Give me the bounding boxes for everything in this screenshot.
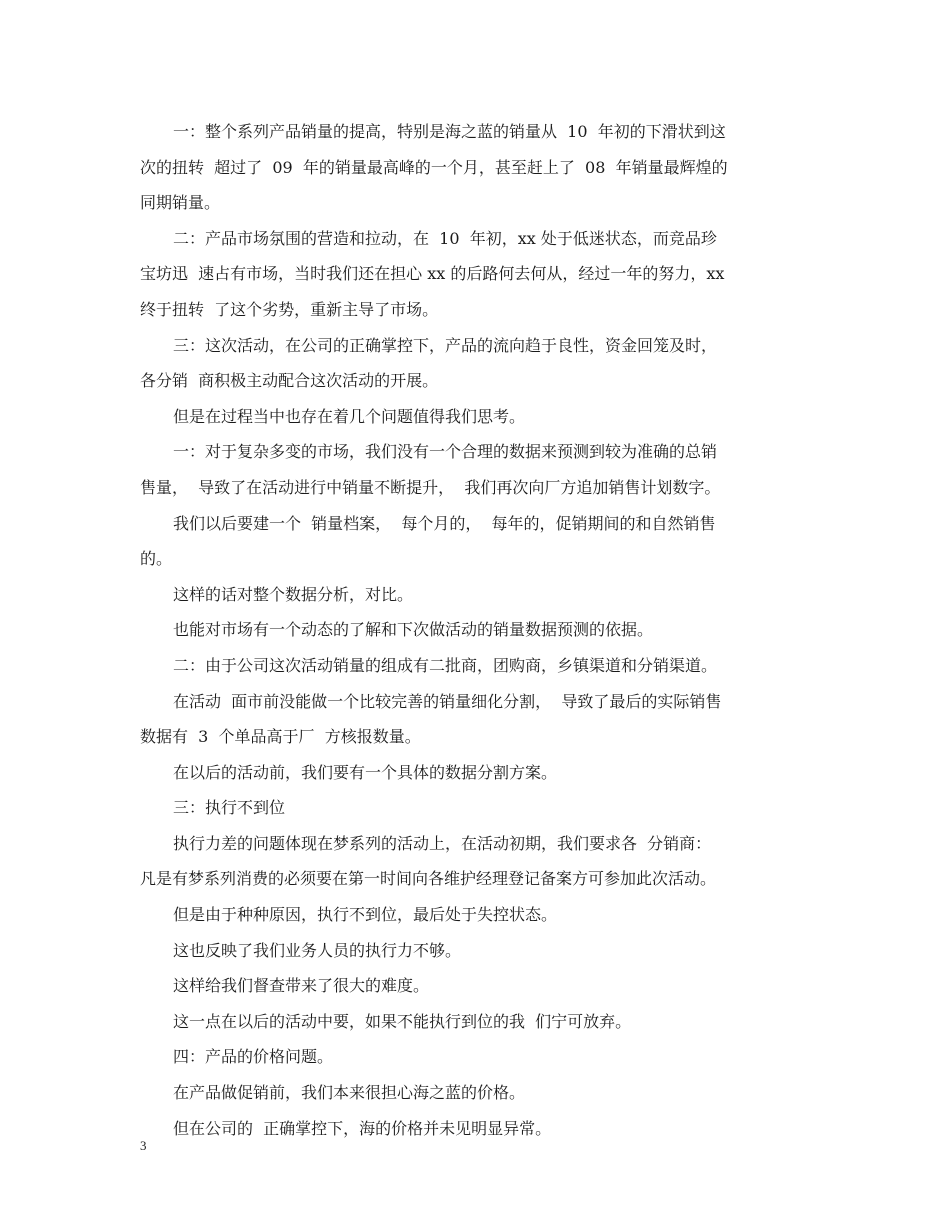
text-line: 二：由于公司这次活动销量的组成有二批商，团购商，乡镇渠道和分销渠道。 [173, 655, 718, 675]
document-body [140, 114, 812, 1146]
paragraph [140, 399, 812, 435]
page-number: 3 [140, 1138, 147, 1153]
paragraph [140, 755, 812, 791]
paragraph [140, 506, 812, 577]
text-line: 数据有 3 个单品高于厂 方核报数量。 [140, 727, 421, 747]
paragraph [140, 612, 812, 648]
paragraph [140, 434, 812, 505]
text-line: 但是在过程当中也存在着几个问题值得我们思考。 [173, 406, 526, 426]
text-line: 执行力差的问题体现在梦系列的活动上，在活动初期，我们要求各 分销商： [173, 833, 712, 853]
paragraph [140, 684, 812, 755]
text-line: 各分销 商积极主动配合这次活动的开展。 [140, 371, 439, 391]
paragraph [140, 1111, 812, 1147]
paragraph [140, 790, 812, 826]
text-line: 一：整个系列产品销量的提高，特别是海之蓝的销量从 10 年初的下滑状到这 [173, 122, 726, 141]
text-line: 在产品做促销前，我们本来很担心海之蓝的价格。 [173, 1083, 526, 1103]
paragraph [140, 933, 812, 969]
paragraph [140, 897, 812, 933]
text-line: 一：对于复杂多变的市场，我们没有一个合理的数据来预测到较为准确的总销 [173, 442, 718, 462]
paragraph [140, 221, 812, 328]
paragraph [140, 1075, 812, 1111]
text-line: 四：产品的价格问题。 [173, 1047, 334, 1067]
text-line: 这样给我们督查带来了很大的难度。 [173, 976, 430, 996]
paragraph [140, 577, 812, 613]
text-line: 终于扭转 了这个劣势，重新主导了市场。 [140, 299, 439, 319]
paragraph [140, 1004, 812, 1040]
text-line: 三：执行不到位 [173, 798, 286, 818]
text-line: 这一点在以后的活动中要，如果不能执行到位的我 们宁可放弃。 [173, 1011, 632, 1031]
text-line: 在以后的活动前，我们要有一个具体的数据分割方案。 [173, 762, 558, 782]
text-line: 也能对市场有一个动态的了解和下次做活动的销量数据预测的依据。 [173, 620, 654, 640]
text-line: 但在公司的 正确掌控下，海的价格并未见明显异常。 [173, 1118, 552, 1138]
paragraph [140, 968, 812, 1004]
text-line: 的。 [140, 549, 173, 569]
text-line: 这也反映了我们业务人员的执行力不够。 [173, 940, 462, 960]
text-line: 但是由于种种原因，执行不到位，最后处于失控状态。 [173, 905, 558, 925]
text-line: 宝坊迅 速占有市场，当时我们还在担心 xx 的后路何去何从，经过一年的努力，xx [140, 264, 725, 284]
paragraph [140, 114, 812, 221]
text-line: 这样的话对整个数据分析，对比。 [173, 584, 414, 604]
paragraph [140, 826, 812, 897]
paragraph [140, 648, 812, 684]
paragraph [140, 328, 812, 399]
text-line: 在活动 面市前没能做一个比较完善的销量细化分割， 导致了最后的实际销售 [173, 691, 722, 711]
text-line: 次的扭转 超过了 09 年的销量最高峰的一个月，甚至赶上了 08 年销量最辉煌的 [140, 157, 728, 177]
text-line: 二：产品市场氛围的营造和拉动，在 10 年初，xx 处于低迷状态，而竞品珍 [173, 228, 717, 248]
text-line: 凡是有梦系列消费的必须要在第一时间向各维护经理登记备案方可参加此次活动。 [140, 869, 717, 889]
text-line: 我们以后要建一个 销量档案， 每个月的， 每年的，促销期间的和自然销售 [173, 513, 716, 533]
text-line: 售量， 导致了在活动进行中销量不断提升， 我们再次向厂方追加销售计划数字。 [140, 477, 721, 497]
text-line: 三：这次活动，在公司的正确掌控下，产品的流向趋于良性，资金回笼及时， [173, 335, 718, 355]
paragraph [140, 1039, 812, 1075]
text-line: 同期销量。 [140, 193, 221, 213]
